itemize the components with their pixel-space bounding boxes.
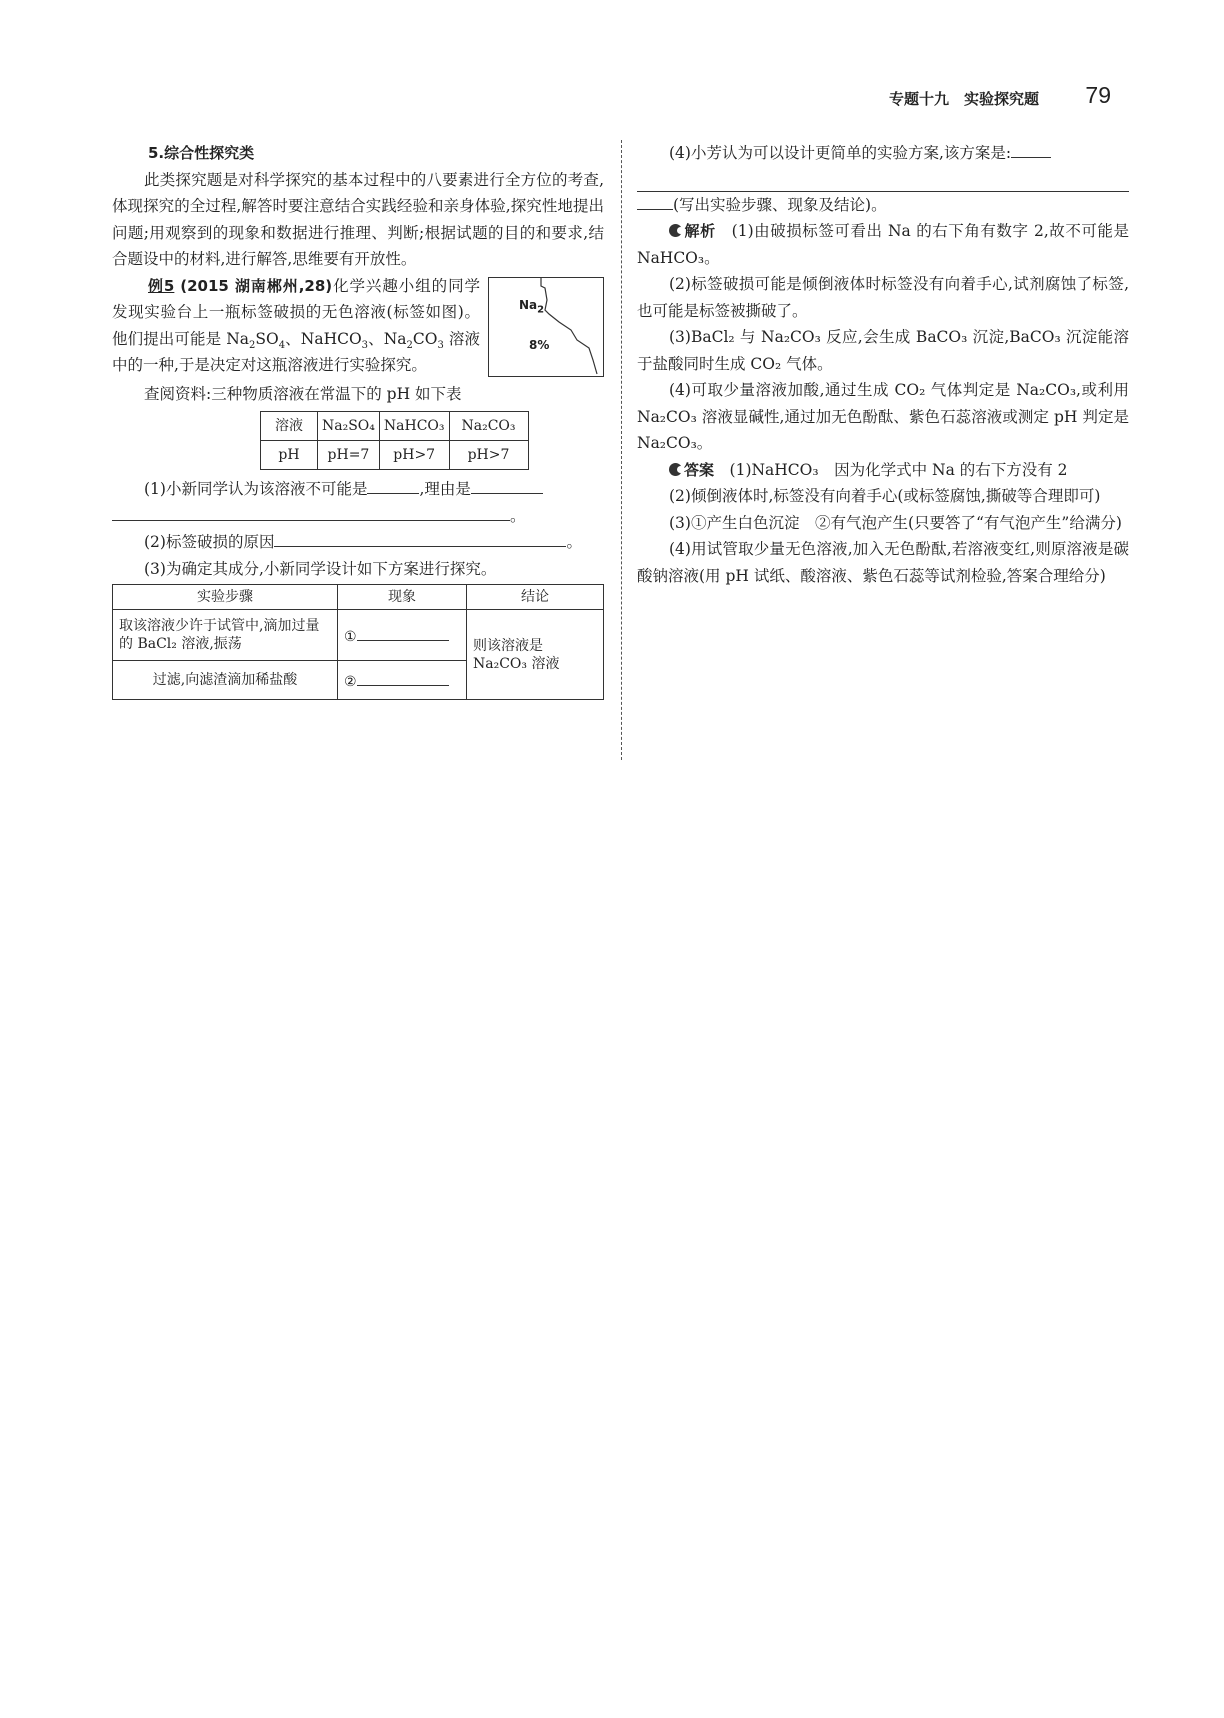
exp-header: 结论	[467, 585, 604, 610]
exp-step-1: 取该溶液少许于试管中,滴加过量的 BaCl₂ 溶液,振荡	[113, 610, 338, 661]
question-2: (2)标签破损的原因 。	[112, 529, 604, 556]
ph-cell: pH=7	[318, 441, 380, 470]
experiment-row	[113, 610, 604, 661]
ph-cell: 溶液	[261, 412, 318, 441]
example-text-4: 溶液中的一种,于是决定对这瓶溶液进行实验探究。	[112, 329, 480, 374]
q2-blank[interactable]	[274, 530, 566, 547]
answer-3: (3)①产生白色沉淀 ②有气泡产生(只要答了“有气泡产生”给满分)	[669, 513, 1122, 532]
right-column	[637, 140, 1129, 589]
answer-icon	[669, 463, 682, 476]
q1-blank-1[interactable]	[367, 477, 419, 494]
analysis-2: (2)标签破损可能是倾倒液体时标签没有向着手心,试剂腐蚀了标签,也可能是标签被撕破了。	[637, 275, 1129, 320]
ph-table	[260, 411, 529, 470]
column-divider	[621, 140, 622, 760]
exp-header: 现象	[338, 585, 467, 610]
q4-blank-line[interactable]	[637, 167, 1129, 192]
example-text-2: 、NaHCO	[285, 329, 362, 348]
exp-observation-2: ②	[338, 661, 467, 700]
ph-cell: Na₂SO₄	[318, 412, 380, 441]
example-text-1: 化学兴趣小组的同学发现实验台上一瓶标签破损的无色溶液(标签如图)。他们提出可能是 Na	[112, 276, 480, 348]
experiment-header-row	[113, 585, 604, 610]
lookup-text: 查阅资料:三种物质溶液在常温下的 pH 如下表	[144, 384, 462, 403]
exp-header: 实验步骤	[113, 585, 338, 610]
analysis-4: (4)可取少量溶液加酸,通过生成 CO₂ 气体判定是 Na₂CO₃,或利用 Na₂CO₃ 溶液显碱性,通过加无色酚酞、紫色石蕊溶液或测定 pH 判定是 Na₂CO₃。	[637, 381, 1129, 452]
ph-cell: pH>7	[449, 441, 528, 470]
ph-cell: pH	[261, 441, 318, 470]
question-1: (1)小新同学认为该溶液不可能是 ,理由是	[112, 476, 604, 503]
analysis-icon	[669, 224, 682, 237]
ph-cell: pH>7	[379, 441, 449, 470]
figure-label-pct: 8%	[529, 337, 550, 352]
analysis-3: (3)BaCl₂ 与 Na₂CO₃ 反应,会生成 BaCO₃ 沉淀,BaCO₃ 沉淀能溶于盐酸同时生成 CO₂ 气体。	[637, 328, 1129, 373]
question-1-cont: 。	[112, 503, 604, 530]
answer-4: (4)用试管取少量无色溶液,加入无色酚酞,若溶液变红,则原溶液是碳酸钠溶液(用 pH 试纸、酸溶液、紫色石蕊等试剂检验,答案合理给分)	[637, 540, 1129, 585]
example-5: 例5 (2015 湖南郴州,28)化学兴趣小组的同学发现实验台上一瓶标签破损的无色溶液(标签如图)。他们提出可能是 $Na_2SO_4$、NaHCO$_3$、$Na_2CO_3$ 溶液中的一种,于是决定对这瓶溶液进行实验探究。	[112, 276, 480, 374]
analysis-tag: 解析	[669, 222, 716, 240]
answer-1: 答案 (1)NaHCO₃ 因为化学式中 Na 的右下方没有 2	[637, 457, 1129, 484]
ph-table-row	[261, 412, 529, 441]
ph-cell: NaHCO₃	[379, 412, 449, 441]
experiment-table	[112, 584, 604, 700]
exp-conclusion: 则该溶液是 Na₂CO₃ 溶液	[467, 610, 604, 700]
section-title: 5.综合性探究类	[148, 144, 255, 162]
example-source: (2015 湖南郴州,28)	[180, 276, 333, 295]
q4-blank-2[interactable]	[637, 193, 673, 210]
broken-label-figure	[488, 277, 604, 377]
analysis-1: 解析 (1)由破损标签可看出 Na 的右下角有数字 2,故不可能是 NaHCO₃。	[637, 222, 1129, 267]
obs-blank-2[interactable]	[357, 669, 449, 686]
q1-blank-2[interactable]	[471, 477, 543, 494]
section-intro: 此类探究题是对科学探究的基本过程中的八要素进行全方位的考查,体现探究的全过程,解答时要注意结合实践经验和亲身体验,探究性地提出问题;用观察到的现象和数据进行推理、判断;根据试题的目的和要求,结合题设中的材料,进行解答,思维要有开放性。	[112, 170, 604, 268]
answer-tag: 答案	[669, 461, 714, 479]
question-3: (3)为确定其成分,小新同学设计如下方案进行探究。	[144, 559, 497, 578]
header-topic: 专题十九 实验探究题	[889, 90, 1040, 108]
q1-blank-3[interactable]	[112, 504, 510, 521]
page-header	[889, 82, 1119, 112]
ph-table-row	[261, 441, 529, 470]
left-column	[112, 140, 604, 700]
broken-label-drawing	[489, 278, 603, 376]
exp-observation-1: ①	[338, 610, 467, 661]
question-4-end: (写出实验步骤、现象及结论)。	[637, 192, 1129, 219]
example-label: 例5	[148, 276, 175, 295]
exp-step-2: 过滤,向滤渣滴加稀盐酸	[113, 661, 338, 700]
question-4: (4)小芳认为可以设计更简单的实验方案,该方案是:	[637, 140, 1129, 167]
figure-label-na: $Na_2$	[519, 297, 545, 315]
ph-cell: Na₂CO₃	[449, 412, 528, 441]
answer-2: (2)倾倒液体时,标签没有向着手心(或标签腐蚀,撕破等合理即可)	[669, 487, 1101, 505]
example-text-3: 、Na	[368, 329, 407, 348]
page-number: 79	[1085, 82, 1111, 108]
obs-blank-1[interactable]	[357, 624, 449, 641]
q4-blank-1[interactable]	[1011, 141, 1051, 158]
